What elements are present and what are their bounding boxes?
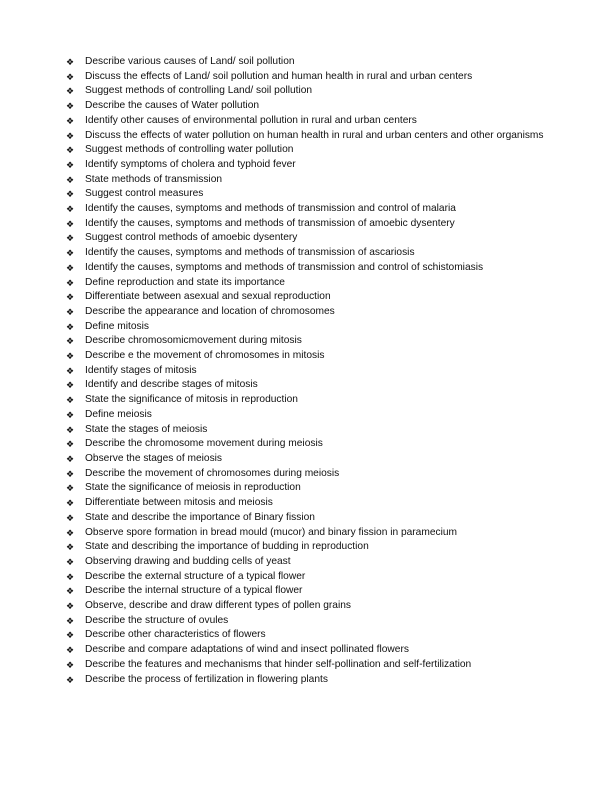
diamond-bullet-icon: ❖ bbox=[66, 277, 75, 288]
diamond-bullet-icon: ❖ bbox=[66, 159, 75, 170]
list-item-text: Identify the causes, symptoms and methods of transmission of amoebic dysentery bbox=[85, 217, 455, 229]
list-item-text: Suggest control measures bbox=[85, 188, 204, 200]
list-item bbox=[66, 511, 566, 526]
diamond-bullet-icon: ❖ bbox=[66, 130, 75, 141]
list-item bbox=[66, 70, 566, 85]
list-item bbox=[66, 423, 566, 438]
list-item bbox=[66, 658, 566, 673]
objectives-list bbox=[66, 55, 566, 687]
list-item bbox=[66, 540, 566, 555]
list-item-text: Define reproduction and state its importance bbox=[85, 276, 285, 288]
list-item bbox=[66, 261, 566, 276]
diamond-bullet-icon: ❖ bbox=[66, 659, 75, 670]
diamond-bullet-icon: ❖ bbox=[66, 365, 75, 376]
list-item bbox=[66, 408, 566, 423]
diamond-bullet-icon: ❖ bbox=[66, 409, 75, 420]
list-item-text: Identify the causes, symptoms and methods of transmission and control of malaria bbox=[85, 203, 456, 215]
list-item-text: Identify the causes, symptoms and methods of transmission of ascariosis bbox=[85, 247, 415, 259]
list-item-text: Describe other characteristics of flowers bbox=[85, 629, 266, 641]
diamond-bullet-icon: ❖ bbox=[66, 601, 75, 612]
diamond-bullet-icon: ❖ bbox=[66, 586, 75, 597]
list-item bbox=[66, 349, 566, 364]
diamond-bullet-icon: ❖ bbox=[66, 145, 75, 156]
diamond-bullet-icon: ❖ bbox=[66, 101, 75, 112]
diamond-bullet-icon: ❖ bbox=[66, 674, 75, 685]
list-item bbox=[66, 173, 566, 188]
list-item bbox=[66, 467, 566, 482]
diamond-bullet-icon: ❖ bbox=[66, 86, 75, 97]
list-item bbox=[66, 496, 566, 511]
diamond-bullet-icon: ❖ bbox=[66, 204, 75, 215]
diamond-bullet-icon: ❖ bbox=[66, 233, 75, 244]
list-item-text: Describe the internal structure of a typical flower bbox=[85, 585, 303, 597]
diamond-bullet-icon: ❖ bbox=[66, 321, 75, 332]
list-item-text: Describe chromosomicmovement during mitosis bbox=[85, 335, 302, 347]
list-item bbox=[66, 99, 566, 114]
diamond-bullet-icon: ❖ bbox=[66, 336, 75, 347]
list-item-text: Suggest methods of controlling Land/ soil pollution bbox=[85, 85, 313, 97]
list-item-text: Discuss the effects of water pollution on human health in rural and urban centers and other organisms bbox=[85, 129, 544, 141]
list-item-text: Identify and describe stages of mitosis bbox=[85, 379, 258, 391]
list-item-text: Describe the external structure of a typical flower bbox=[85, 570, 306, 582]
diamond-bullet-icon: ❖ bbox=[66, 380, 75, 391]
diamond-bullet-icon: ❖ bbox=[66, 468, 75, 479]
list-item bbox=[66, 217, 566, 232]
list-item bbox=[66, 202, 566, 217]
diamond-bullet-icon: ❖ bbox=[66, 542, 75, 553]
list-item bbox=[66, 555, 566, 570]
diamond-bullet-icon: ❖ bbox=[66, 351, 75, 362]
list-item bbox=[66, 364, 566, 379]
list-item-text: Describe e the movement of chromosomes in mitosis bbox=[85, 350, 325, 362]
diamond-bullet-icon: ❖ bbox=[66, 57, 75, 67]
list-item-text: Describe the movement of chromosomes during meiosis bbox=[85, 467, 340, 479]
list-item-text: State and describe the importance of Binary fission bbox=[85, 511, 315, 523]
list-item-text: Identify the causes, symptoms and methods of transmission and control of schistomiasis bbox=[85, 261, 484, 273]
list-item bbox=[66, 246, 566, 261]
list-item bbox=[66, 334, 566, 349]
diamond-bullet-icon: ❖ bbox=[66, 395, 75, 406]
list-item-text: Observing drawing and budding cells of yeast bbox=[85, 555, 291, 567]
list-item-text: Describe the features and mechanisms that hinder self-pollination and self-fertilization bbox=[85, 658, 472, 670]
list-item-text: State the significance of mitosis in reproduction bbox=[85, 394, 298, 406]
diamond-bullet-icon: ❖ bbox=[66, 571, 75, 582]
list-item bbox=[66, 320, 566, 335]
list-item bbox=[66, 643, 566, 658]
list-item bbox=[66, 55, 566, 70]
list-item-text: Identify other causes of environmental pollution in rural and urban centers bbox=[85, 114, 417, 126]
list-item bbox=[66, 305, 566, 320]
diamond-bullet-icon: ❖ bbox=[66, 292, 75, 303]
list-item-text: State and describing the importance of budding in reproduction bbox=[85, 541, 369, 553]
list-item-text: Observe spore formation in bread mould (mucor) and binary fission in paramecium bbox=[85, 526, 458, 538]
list-item bbox=[66, 158, 566, 173]
list-item-text: Describe various causes of Land/ soil pollution bbox=[85, 56, 295, 67]
list-item-text: Define mitosis bbox=[85, 320, 149, 332]
diamond-bullet-icon: ❖ bbox=[66, 262, 75, 273]
list-item bbox=[66, 599, 566, 614]
list-item bbox=[66, 673, 566, 688]
diamond-bullet-icon: ❖ bbox=[66, 248, 75, 259]
list-item-text: Describe the causes of Water pollution bbox=[85, 100, 260, 112]
diamond-bullet-icon: ❖ bbox=[66, 556, 75, 567]
list-item-text: State methods of transmission bbox=[85, 173, 223, 185]
list-item-text: Identify symptoms of cholera and typhoid fever bbox=[85, 158, 296, 170]
list-item bbox=[66, 114, 566, 129]
list-item bbox=[66, 143, 566, 158]
diamond-bullet-icon: ❖ bbox=[66, 615, 75, 626]
list-item-text: Suggest control methods of amoebic dysentery bbox=[85, 232, 298, 244]
list-item bbox=[66, 437, 566, 452]
list-item-text: Observe, describe and draw different types of pollen grains bbox=[85, 600, 351, 612]
list-item bbox=[66, 481, 566, 496]
diamond-bullet-icon: ❖ bbox=[66, 512, 75, 523]
list-item bbox=[66, 452, 566, 467]
list-item bbox=[66, 84, 566, 99]
list-item bbox=[66, 187, 566, 202]
list-item-text: State the stages of meiosis bbox=[85, 423, 208, 435]
list-item bbox=[66, 290, 566, 305]
list-item bbox=[66, 570, 566, 585]
list-item bbox=[66, 231, 566, 246]
list-item-text: Describe the process of fertilization in flowering plants bbox=[85, 673, 328, 685]
list-item bbox=[66, 378, 566, 393]
list-item-text: Observe the stages of meiosis bbox=[85, 452, 223, 464]
diamond-bullet-icon: ❖ bbox=[66, 527, 75, 538]
list-item bbox=[66, 628, 566, 643]
list-item-text: Describe the structure of ovules bbox=[85, 614, 229, 626]
list-item-text: State the significance of meiosis in reproduction bbox=[85, 482, 301, 494]
list-item-text: Discuss the effects of Land/ soil pollution and human health in rural and urban centers bbox=[85, 70, 473, 82]
list-item-text: Differentiate between asexual and sexual reproduction bbox=[85, 291, 331, 303]
diamond-bullet-icon: ❖ bbox=[66, 453, 75, 464]
diamond-bullet-icon: ❖ bbox=[66, 189, 75, 200]
list-item bbox=[66, 526, 566, 541]
list-item-text: Describe the appearance and location of chromosomes bbox=[85, 305, 335, 317]
list-item-text: Identify stages of mitosis bbox=[85, 364, 197, 376]
diamond-bullet-icon: ❖ bbox=[66, 498, 75, 509]
list-item bbox=[66, 129, 566, 144]
list-item bbox=[66, 393, 566, 408]
list-item bbox=[66, 276, 566, 291]
list-item bbox=[66, 614, 566, 629]
diamond-bullet-icon: ❖ bbox=[66, 424, 75, 435]
list-item-text: Describe and compare adaptations of wind and insect pollinated flowers bbox=[85, 644, 409, 656]
diamond-bullet-icon: ❖ bbox=[66, 306, 75, 317]
list-item-text: Describe the chromosome movement during meiosis bbox=[85, 438, 323, 450]
diamond-bullet-icon: ❖ bbox=[66, 218, 75, 229]
diamond-bullet-icon: ❖ bbox=[66, 439, 75, 450]
diamond-bullet-icon: ❖ bbox=[66, 71, 75, 82]
diamond-bullet-icon: ❖ bbox=[66, 174, 75, 185]
diamond-bullet-icon: ❖ bbox=[66, 483, 75, 494]
list-item-text: Define meiosis bbox=[85, 408, 152, 420]
diamond-bullet-icon: ❖ bbox=[66, 630, 75, 641]
diamond-bullet-icon: ❖ bbox=[66, 115, 75, 126]
list-item bbox=[66, 584, 566, 599]
diamond-bullet-icon: ❖ bbox=[66, 645, 75, 656]
list-item-text: Differentiate between mitosis and meiosis bbox=[85, 497, 273, 509]
list-item-text: Suggest methods of controlling water pollution bbox=[85, 144, 294, 156]
